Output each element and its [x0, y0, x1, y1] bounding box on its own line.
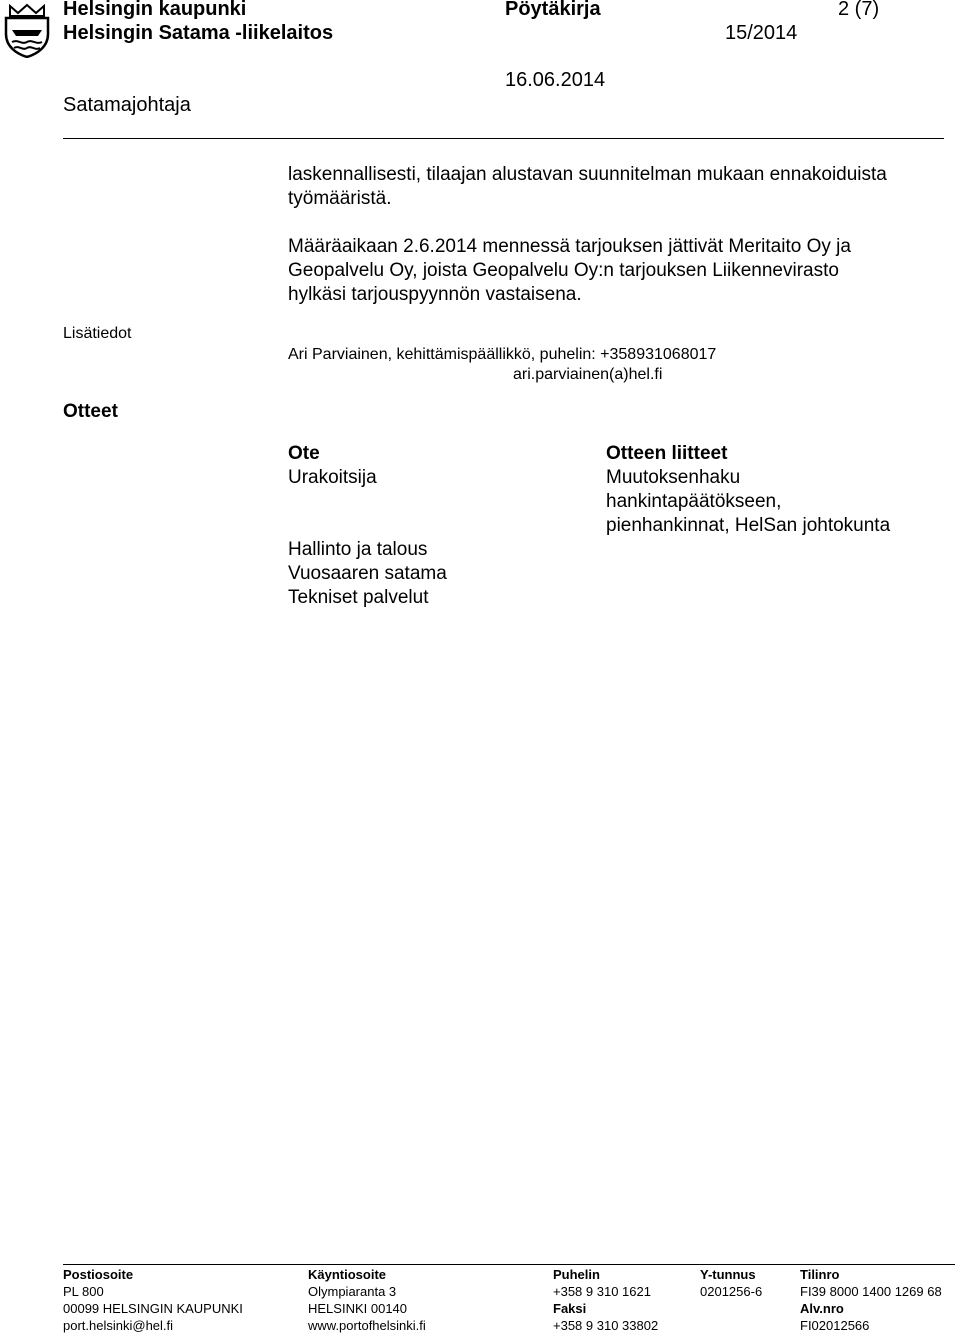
department-name: Helsingin Satama -liikelaitos	[63, 22, 334, 44]
footer-postiosoite-title: Postiosoite	[63, 1267, 134, 1282]
footer-divider	[63, 1264, 955, 1265]
footer-puhelin-title: Puhelin	[553, 1267, 600, 1282]
otteet-heading: Otteet	[63, 401, 118, 422]
footer-alv-value: FI02012566	[800, 1318, 870, 1333]
footer-email: port.helsinki@hel.fi	[63, 1318, 174, 1333]
footer-website: www.portofhelsinki.fi	[308, 1318, 426, 1333]
body-paragraph-2-line-3: hylkäsi tarjouspyynnön vastaisena.	[288, 284, 582, 305]
contact-line-1: Ari Parviainen, kehittämispäällikkö, puhelin: +358931068017	[288, 346, 717, 363]
author-role: Satamajohtaja	[63, 94, 191, 116]
footer-tilinro-title: Tilinro	[800, 1267, 840, 1282]
body-paragraph-1-line-2: työmääristä.	[288, 188, 392, 209]
footer-postiosoite-line: PL 800	[63, 1284, 104, 1299]
footer-kayntiosoite-title: Käyntiosoite	[308, 1267, 387, 1282]
footer-faksi-title: Faksi	[553, 1301, 587, 1316]
footer-ytunnus-title: Y-tunnus	[700, 1267, 756, 1282]
document-number: 15/2014	[725, 22, 798, 44]
liitteet-line-2: hankintapäätökseen,	[606, 491, 782, 512]
city-name: Helsingin kaupunki	[63, 0, 247, 20]
ote-item-tekniset: Tekniset palvelut	[288, 587, 429, 608]
helsinki-coat-of-arms-logo	[2, 2, 52, 63]
footer-kayntiosoite-line: Olympiaranta 3	[308, 1284, 397, 1299]
liitteet-line-3: pienhankinnat, HelSan johtokunta	[606, 515, 891, 536]
ote-item-urakoitsija: Urakoitsija	[288, 467, 377, 488]
ote-item-hallinto: Hallinto ja talous	[288, 539, 428, 560]
footer-ytunnus-value: 0201256-6	[700, 1284, 763, 1299]
footer-puhelin-value: +358 9 310 1621	[553, 1284, 651, 1299]
body-paragraph-1-line-1: laskennallisesti, tilaajan alustavan suunnitelman mukaan ennakoiduista	[288, 164, 887, 185]
footer-alv-title: Alv.nro	[800, 1301, 844, 1316]
body-paragraph-2-line-2: Geopalvelu Oy, joista Geopalvelu Oy:n tarjouksen Liikennevirasto	[288, 260, 839, 281]
footer-postiosoite-line: 00099 HELSINGIN KAUPUNKI	[63, 1301, 243, 1316]
lisatiedot-label: Lisätiedot	[63, 325, 132, 342]
footer-faksi-value: +358 9 310 33802	[553, 1318, 659, 1333]
ote-column-header: Ote	[288, 443, 320, 464]
footer-tilinro-value: FI39 8000 1400 1269 68	[800, 1284, 942, 1299]
document-date: 16.06.2014	[505, 69, 606, 91]
page-number: 2 (7)	[838, 0, 880, 20]
liitteet-column-header: Otteen liitteet	[606, 443, 728, 464]
header-divider	[63, 138, 944, 139]
body-paragraph-2-line-1: Määräaikaan 2.6.2014 mennessä tarjouksen jättivät Meritaito Oy ja	[288, 236, 851, 257]
ote-item-vuosaari: Vuosaaren satama	[288, 563, 447, 584]
footer-kayntiosoite-line: HELSINKI 00140	[308, 1301, 408, 1316]
document-type: Pöytäkirja	[505, 0, 601, 20]
contact-email: ari.parviainen(a)hel.fi	[513, 366, 663, 383]
liitteet-line-1: Muutoksenhaku	[606, 467, 741, 488]
